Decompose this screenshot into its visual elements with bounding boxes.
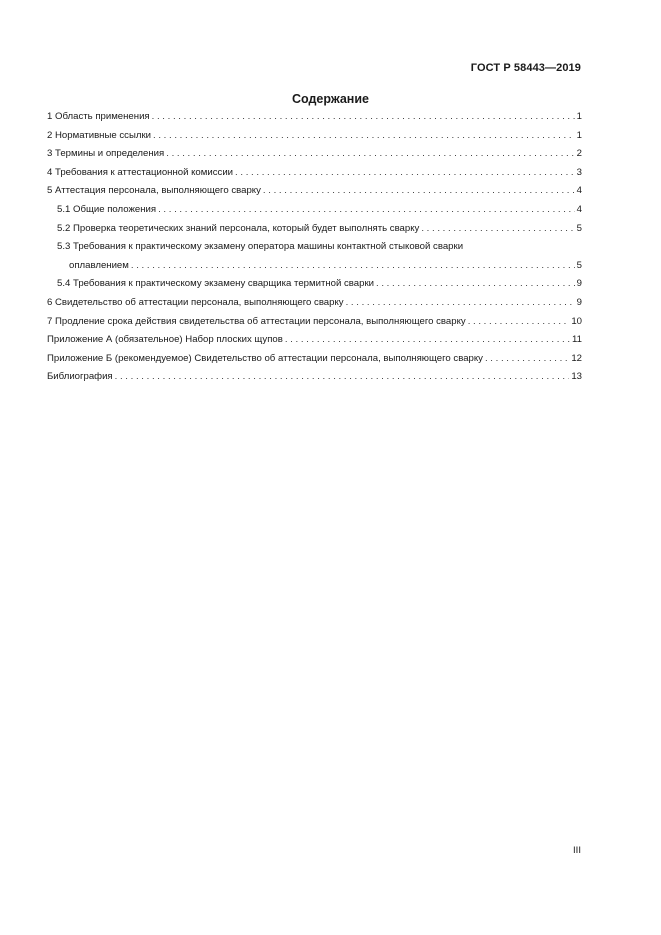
toc-entry-label: 4 Требования к аттестационной комиссии — [47, 166, 234, 178]
toc-entry-page: 2 — [576, 148, 582, 160]
dot-leader — [153, 127, 575, 146]
toc-subentry[interactable] — [47, 275, 582, 294]
toc-entry[interactable] — [47, 127, 582, 146]
toc-entry[interactable] — [47, 164, 582, 183]
toc-entry-page: 5 — [576, 222, 582, 234]
toc-entry-page: 12 — [571, 352, 582, 364]
dot-leader — [346, 294, 575, 313]
toc-entry-page: 1 — [576, 129, 582, 141]
toc-entry[interactable] — [47, 182, 582, 201]
toc-entry-label: 5.4 Требования к практическому экзамену сварщика термитной сварки — [57, 278, 375, 290]
toc-entry[interactable] — [47, 331, 582, 350]
toc-entry[interactable] — [47, 368, 582, 387]
dot-leader — [115, 368, 570, 387]
toc-entry-page: 9 — [576, 278, 582, 290]
toc-entry-page: 10 — [571, 315, 582, 327]
toc-entry-label: 5 Аттестация персонала, выполняющего сварку — [47, 185, 261, 197]
toc-entry-page: 1 — [576, 111, 582, 122]
toc-entry-label: Приложение Б (рекомендуемое) Свидетельство об аттестации персонала, выполняющего сварку — [47, 352, 483, 364]
dot-leader — [468, 313, 570, 332]
toc-entry-label: 3 Термины и определения — [47, 148, 165, 160]
toc-subentry[interactable] — [47, 238, 582, 257]
toc-title: Содержание — [291, 92, 369, 106]
toc-entry-label: Библиография — [47, 371, 113, 383]
toc-entry[interactable] — [47, 294, 582, 313]
toc-entry-label-continuation: оплавлением — [69, 259, 129, 271]
dot-leader — [485, 350, 569, 369]
toc-entry-label: 2 Нормативные ссылки — [47, 129, 152, 141]
page-number: III — [573, 845, 581, 856]
toc-entry[interactable] — [47, 350, 582, 369]
toc-entry-page: 3 — [576, 166, 582, 178]
toc-subentry-continuation[interactable] — [47, 257, 582, 276]
dot-leader — [376, 275, 575, 294]
standard-code: ГОСТ Р 58443—2019 — [470, 62, 581, 74]
dot-leader — [131, 257, 575, 276]
dot-leader — [263, 182, 575, 201]
toc-subentry[interactable] — [47, 220, 582, 239]
dot-leader — [152, 108, 575, 127]
toc-entry-page: 4 — [576, 203, 582, 215]
toc-entry-label: 5.1 Общие положения — [57, 203, 157, 215]
dot-leader — [166, 145, 574, 164]
dot-leader — [285, 331, 570, 350]
toc-entry-page: 11 — [572, 334, 582, 346]
toc-entry-label: 7 Продление срока действия свидетельства об аттестации персонала, выполняющего сварку — [47, 315, 466, 327]
toc-entry-label: 5.2 Проверка теоретических знаний персонала, который будет выполнять сварку — [57, 222, 420, 234]
dot-leader — [421, 220, 574, 239]
toc-entry[interactable] — [47, 145, 582, 164]
toc-entry-page: 13 — [571, 371, 582, 383]
toc-entry[interactable] — [47, 108, 582, 127]
dot-leader — [235, 164, 575, 183]
toc-entry-label: Приложение А (обязательное) Набор плоских щупов — [47, 334, 283, 346]
dot-leader — [158, 201, 575, 220]
table-of-contents — [47, 108, 582, 387]
toc-entry-page: 4 — [576, 185, 582, 197]
toc-entry-label: 5.3 Требования к практическому экзамену оператора машины контактной стыковой сварки — [57, 241, 464, 253]
toc-entry[interactable] — [47, 313, 582, 332]
toc-entry-label: 6 Свидетельство об аттестации персонала, выполняющего сварку — [47, 296, 344, 308]
toc-subentry[interactable] — [47, 201, 582, 220]
toc-entry-label: 1 Область применения — [47, 111, 150, 122]
toc-entry-page: 5 — [576, 259, 582, 271]
toc-entry-page: 9 — [576, 296, 582, 308]
